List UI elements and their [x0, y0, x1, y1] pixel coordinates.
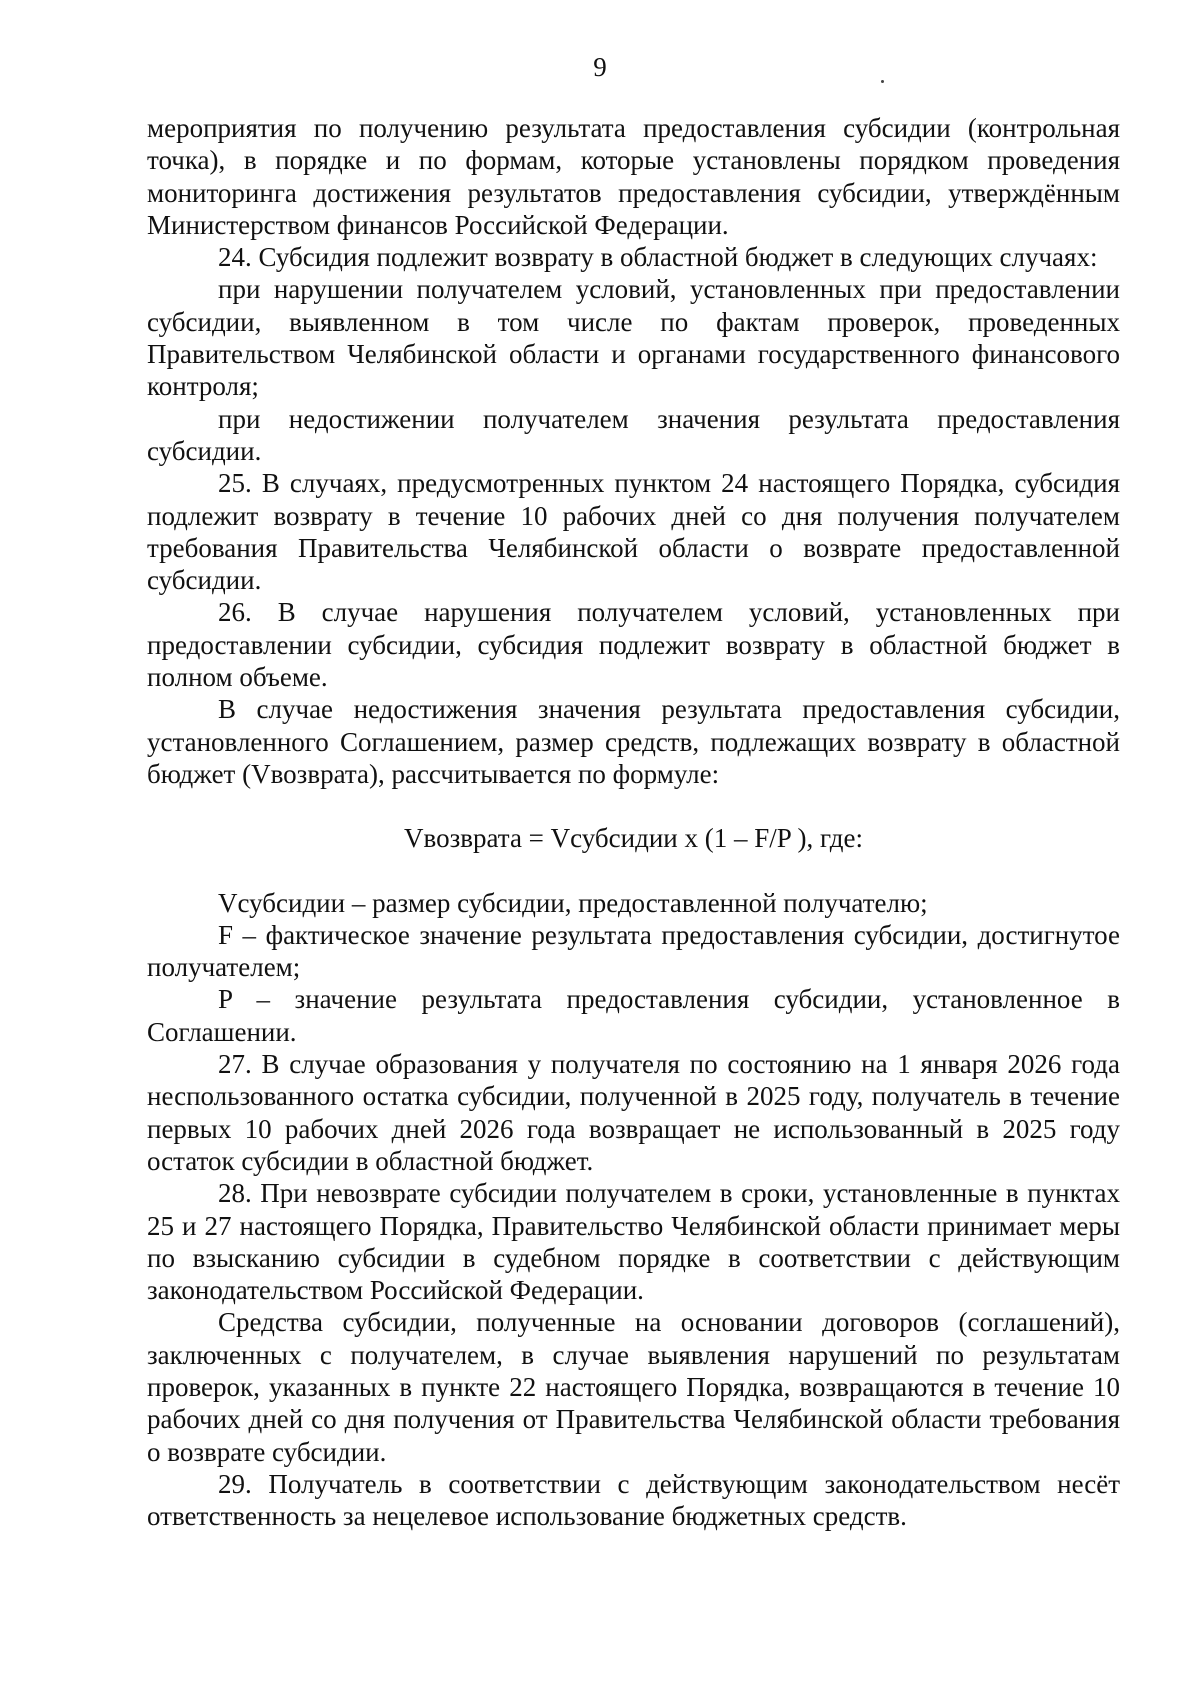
paragraph-continuation: мероприятия по получению результата предоставления субсидии (контрольная точка), в порядке и по формам, которые установлены порядком проведения мониторинга достижения результатов предоставления субсидии, утверждённым Министерством финансов Российской Федерации. — [147, 113, 1120, 240]
paragraph-def-f: F – фактическое значение результата предоставления субсидии, достигнутое получателем; — [147, 919, 1120, 983]
paragraph-case-violation: при нарушении получателем условий, установленных при предоставлении субсидии, выявленном в том числе по фактам проверок, проведенных Правительством Челябинской области и органами государственного финансового контроля; — [147, 274, 1120, 402]
paragraph-funds-return: Средства субсидии, полученные на основании договоров (соглашений), заключенных с получателем, в случае выявления нарушений по результатам проверок, указанных в пункте 22 настоящего Порядка, возвращаются в течение 10 рабочих дней со дня получения от Правительства Челябинской области требования о возврате субсидии. — [147, 1307, 1120, 1467]
formula: Vвозврата = Vсубсидии х (1 – F/P ), где: — [404, 823, 863, 854]
paragraph-item-27: 27. В случае образования у получателя по состоянию на 1 января 2026 года неспользованного остатка субсидии, полученной в 2025 году, получатель в течение первых 10 рабочих дней 2026 года возвращает не использованный в 2025 году остаток субсидии в областной бюджет. — [147, 1049, 1120, 1176]
page-number: 9 — [593, 52, 607, 82]
document-body — [147, 112, 1120, 1532]
scan-speck — [881, 80, 884, 83]
paragraph-def-p: P – значение результата предоставления субсидии, установленное в Соглашении. — [147, 984, 1120, 1047]
paragraph-case-non-achievement: при недостижении получателем значения результата предоставления субсидии. — [147, 403, 1120, 466]
paragraph-item-26: 26. В случае нарушения получателем условий, установленных при предоставлении субсидии, субсидия подлежит возврату в областной бюджет в полном объеме. — [147, 597, 1120, 693]
paragraph-item-24: 24. Субсидия подлежит возврату в областной бюджет в следующих случаях: — [218, 242, 1098, 273]
paragraph-item-28: 28. При невозврате субсидии получателем в сроки, установленные в пунктах 25 и 27 настоящего Порядка, Правительство Челябинской области принимает меры по взысканию субсидии в судебном порядке в соответствии с действующим законодательством Российской Федерации. — [147, 1178, 1120, 1306]
paragraph-item-29: 29. Получатель в соответствии с действующим законодательством несёт ответственность за нецелевое использование бюджетных средств. — [147, 1468, 1120, 1532]
paragraph-item-25: 25. В случаях, предусмотренных пунктом 24 настоящего Порядка, субсидия подлежит возврату в течение 10 рабочих дней со дня получения получателем требования Правительства Челябинской области о возврате предоставленной субсидии. — [147, 468, 1120, 596]
paragraph-formula-intro: В случае недостижения значения результата предоставления субсидии, установленного Соглашением, размер средств, подлежащих возврату в областной бюджет (Vвозврата), рассчитывается по формуле: — [147, 694, 1120, 789]
paragraph-def-vsubsidy: Vсубсидии – размер субсидии, предоставленной получателю; — [218, 887, 928, 918]
